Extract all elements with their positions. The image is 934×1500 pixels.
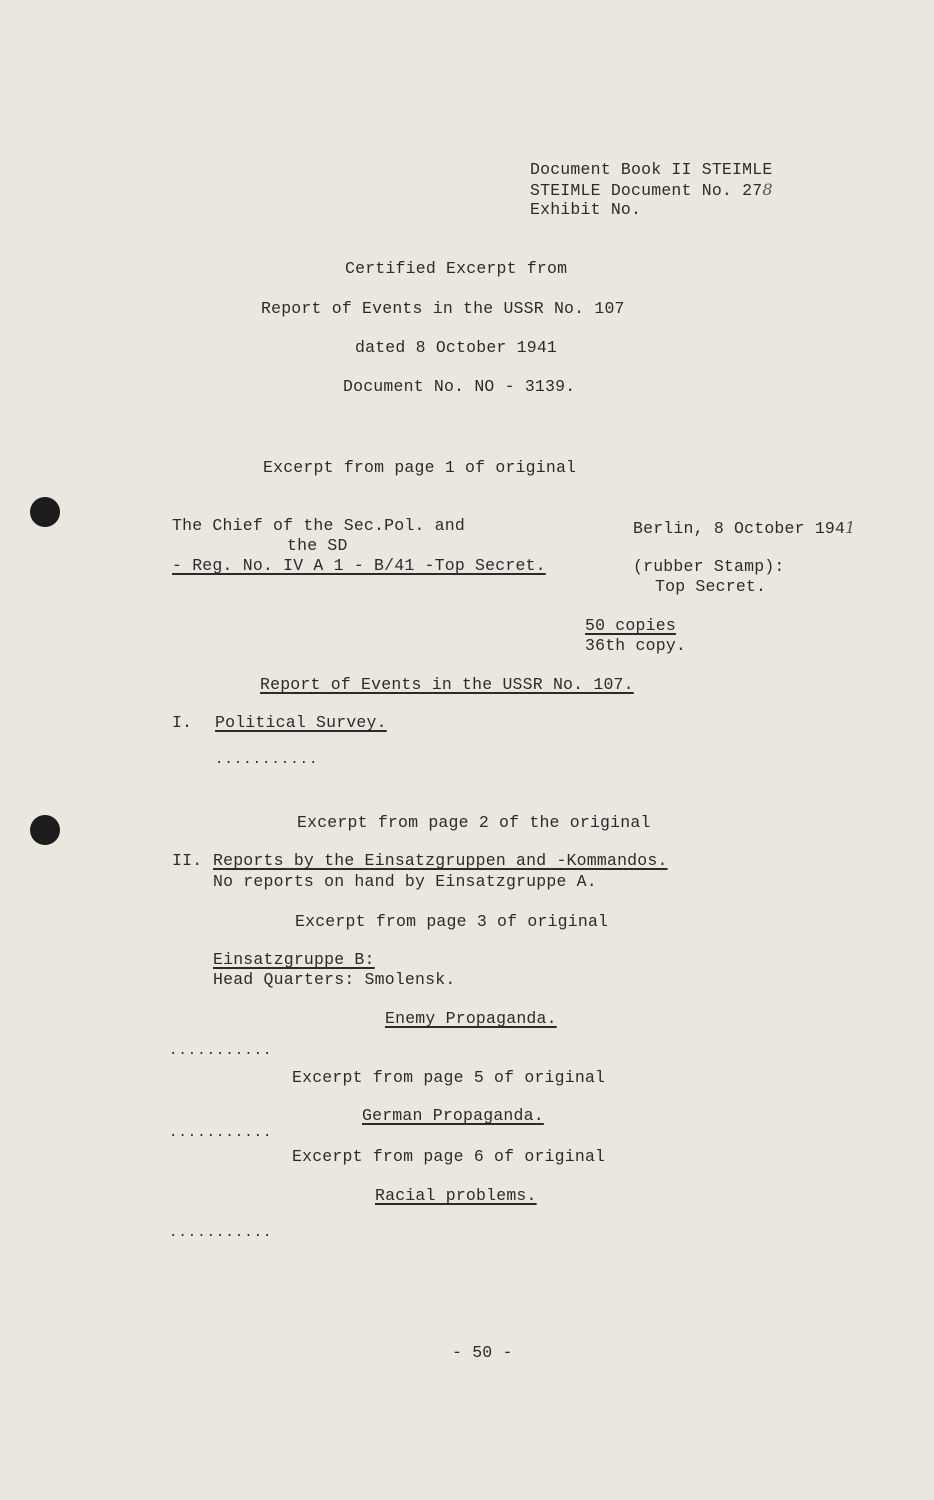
einsatzgruppe-b-title: Einsatzgruppe B: xyxy=(213,950,375,969)
enemy-propaganda: Enemy Propaganda. xyxy=(385,1009,557,1028)
excerpt-page-6: Excerpt from page 6 of original xyxy=(292,1147,606,1166)
ellipsis-dots-3: ........... xyxy=(169,1125,273,1141)
header-doc-number-typed: STEIMLE Document No. 27 xyxy=(530,181,763,200)
ellipsis-dots-4: ........... xyxy=(169,1225,273,1241)
german-propaganda: German Propaganda. xyxy=(362,1106,544,1125)
section-2-title: Reports by the Einsatzgruppen and -Kommandos. xyxy=(213,851,668,870)
section-2-note: No reports on hand by Einsatzgruppe A. xyxy=(213,872,597,891)
stamp-text: Top Secret. xyxy=(655,577,767,596)
ellipsis-dots-1: ........... xyxy=(215,752,319,768)
section-2-number: II. xyxy=(172,851,203,870)
excerpt-page-5: Excerpt from page 5 of original xyxy=(292,1068,606,1087)
page-number: - 50 - xyxy=(452,1343,513,1362)
copies-this: 36th copy. xyxy=(585,636,687,655)
headquarters: Head Quarters: Smolensk. xyxy=(213,970,456,989)
place-date-handwritten: 1 xyxy=(845,518,856,537)
section-1-number: I. xyxy=(172,713,193,732)
sender-line-2: the SD xyxy=(287,536,348,555)
title-line-2: Report of Events in the USSR No. 107 xyxy=(261,299,625,318)
reg-number: - Reg. No. IV A 1 - B/41 -Top Secret. xyxy=(172,556,546,575)
excerpt-page-1: Excerpt from page 1 of original xyxy=(263,458,577,477)
header-doc-number xyxy=(530,180,773,201)
header-exhibit: Exhibit No. xyxy=(530,200,642,219)
copies-total: 50 copies xyxy=(585,616,676,635)
header-doc-book: Document Book II STEIMLE xyxy=(530,160,773,179)
sender-line-1: The Chief of the Sec.Pol. and xyxy=(172,516,465,535)
punch-hole-top xyxy=(30,497,60,527)
punch-hole-bottom xyxy=(30,815,60,845)
header-doc-number-handwritten: 8 xyxy=(762,180,773,199)
excerpt-page-2: Excerpt from page 2 of the original xyxy=(297,813,651,832)
report-heading: Report of Events in the USSR No. 107. xyxy=(260,675,634,694)
title-date: dated 8 October 1941 xyxy=(355,338,558,357)
place-date-typed: Berlin, 8 October 194 xyxy=(633,519,846,538)
title-line-1: Certified Excerpt from xyxy=(345,259,568,278)
excerpt-page-3: Excerpt from page 3 of original xyxy=(295,912,609,931)
place-date xyxy=(633,518,856,539)
racial-problems: Racial problems. xyxy=(375,1186,537,1205)
ellipsis-dots-2: ........... xyxy=(169,1043,273,1059)
title-doc-number: Document No. NO - 3139. xyxy=(343,377,576,396)
section-1-title: Political Survey. xyxy=(215,713,387,732)
stamp-label: (rubber Stamp): xyxy=(633,557,785,576)
